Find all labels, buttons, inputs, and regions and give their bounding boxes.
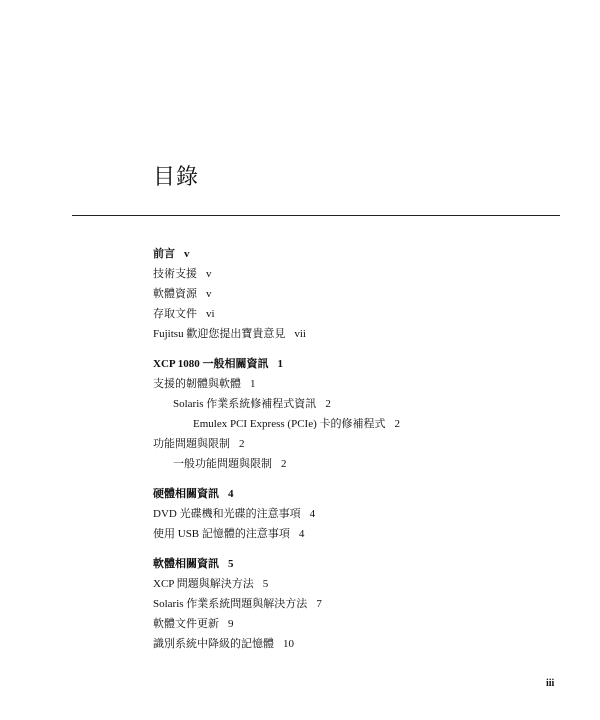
toc-group: [153, 244, 573, 344]
toc-group: [153, 484, 573, 544]
page-number: iii: [546, 678, 555, 689]
table-of-contents: [153, 244, 573, 664]
toc-entry-page: 1: [277, 358, 283, 370]
toc-entry-page: v: [184, 248, 190, 260]
toc-entry-title: 前言: [153, 248, 175, 260]
toc-entry-page: 4: [228, 488, 234, 500]
toc-entry[interactable]: [153, 574, 573, 594]
heading-rule: [72, 215, 560, 216]
toc-entry-page: 2: [394, 418, 400, 430]
toc-entry[interactable]: [153, 434, 573, 454]
toc-entry[interactable]: [153, 264, 573, 284]
toc-entry-title: Emulex PCI Express (PCIe) 卡的修補程式: [193, 418, 386, 430]
toc-entry-title: 使用 USB 記憶體的注意事項: [153, 528, 290, 540]
toc-entry-page: 2: [325, 398, 331, 410]
toc-entry-page: 9: [228, 618, 234, 630]
toc-entry[interactable]: [153, 324, 573, 344]
toc-chapter-entry[interactable]: [153, 554, 573, 574]
toc-entry[interactable]: [153, 524, 573, 544]
toc-chapter-entry[interactable]: [153, 354, 573, 374]
toc-entry-title: 硬體相關資訊: [153, 488, 219, 500]
toc-entry-page: 1: [250, 378, 256, 390]
toc-entry[interactable]: [153, 634, 573, 654]
toc-entry[interactable]: [153, 374, 573, 394]
toc-entry[interactable]: [153, 284, 573, 304]
toc-entry-title: Solaris 作業系統問題與解決方法: [153, 598, 308, 610]
toc-entry-title: 軟體文件更新: [153, 618, 219, 630]
toc-entry[interactable]: [153, 594, 573, 614]
toc-entry[interactable]: [153, 614, 573, 634]
toc-entry[interactable]: [153, 394, 573, 414]
toc-entry-title: 支援的韌體與軟體: [153, 378, 241, 390]
toc-entry-page: 10: [283, 638, 294, 650]
toc-chapter-entry[interactable]: [153, 244, 573, 264]
toc-entry[interactable]: [153, 504, 573, 524]
toc-entry-title: 一般功能問題與限制: [173, 458, 272, 470]
toc-entry-page: 5: [262, 578, 269, 590]
toc-entry-title: DVD 光碟機和光碟的注意事項: [153, 508, 301, 520]
toc-chapter-entry[interactable]: [153, 484, 573, 504]
toc-entry-title: 識別系統中降級的記憶體: [153, 638, 274, 650]
toc-entry-page: 7: [316, 598, 322, 610]
toc-entry-page: 2: [281, 458, 287, 470]
toc-entry[interactable]: [153, 304, 573, 324]
toc-entry-title: 存取文件: [153, 308, 197, 320]
toc-entry-title: Fujitsu 歡迎您提出寶貴意見: [153, 328, 286, 340]
toc-entry-title: XCP 問題與解決方法: [153, 578, 254, 590]
toc-entry-page: 4: [298, 528, 305, 540]
toc-entry-title: Solaris 作業系統修補程式資訊: [173, 398, 317, 410]
toc-entry-title: 軟體資源: [153, 288, 197, 300]
toc-entry-page: vi: [206, 308, 215, 320]
toc-entry-page: 4: [309, 508, 316, 520]
toc-group: [153, 354, 573, 474]
toc-group: [153, 554, 573, 654]
toc-heading: 目錄: [153, 165, 200, 190]
toc-entry-page: v: [206, 268, 212, 280]
toc-entry-title: 功能問題與限制: [153, 438, 230, 450]
toc-entry-title: 軟體相關資訊: [153, 558, 219, 570]
toc-entry-title: 技術支援: [153, 268, 197, 280]
toc-entry-title: XCP 1080 一般相關資訊: [153, 358, 269, 370]
toc-entry[interactable]: [153, 454, 573, 474]
toc-entry-page: 5: [228, 558, 234, 570]
toc-entry-page: v: [206, 288, 212, 300]
toc-entry[interactable]: [153, 414, 573, 434]
toc-entry-page: 2: [239, 438, 245, 450]
toc-entry-page: vii: [294, 328, 306, 340]
